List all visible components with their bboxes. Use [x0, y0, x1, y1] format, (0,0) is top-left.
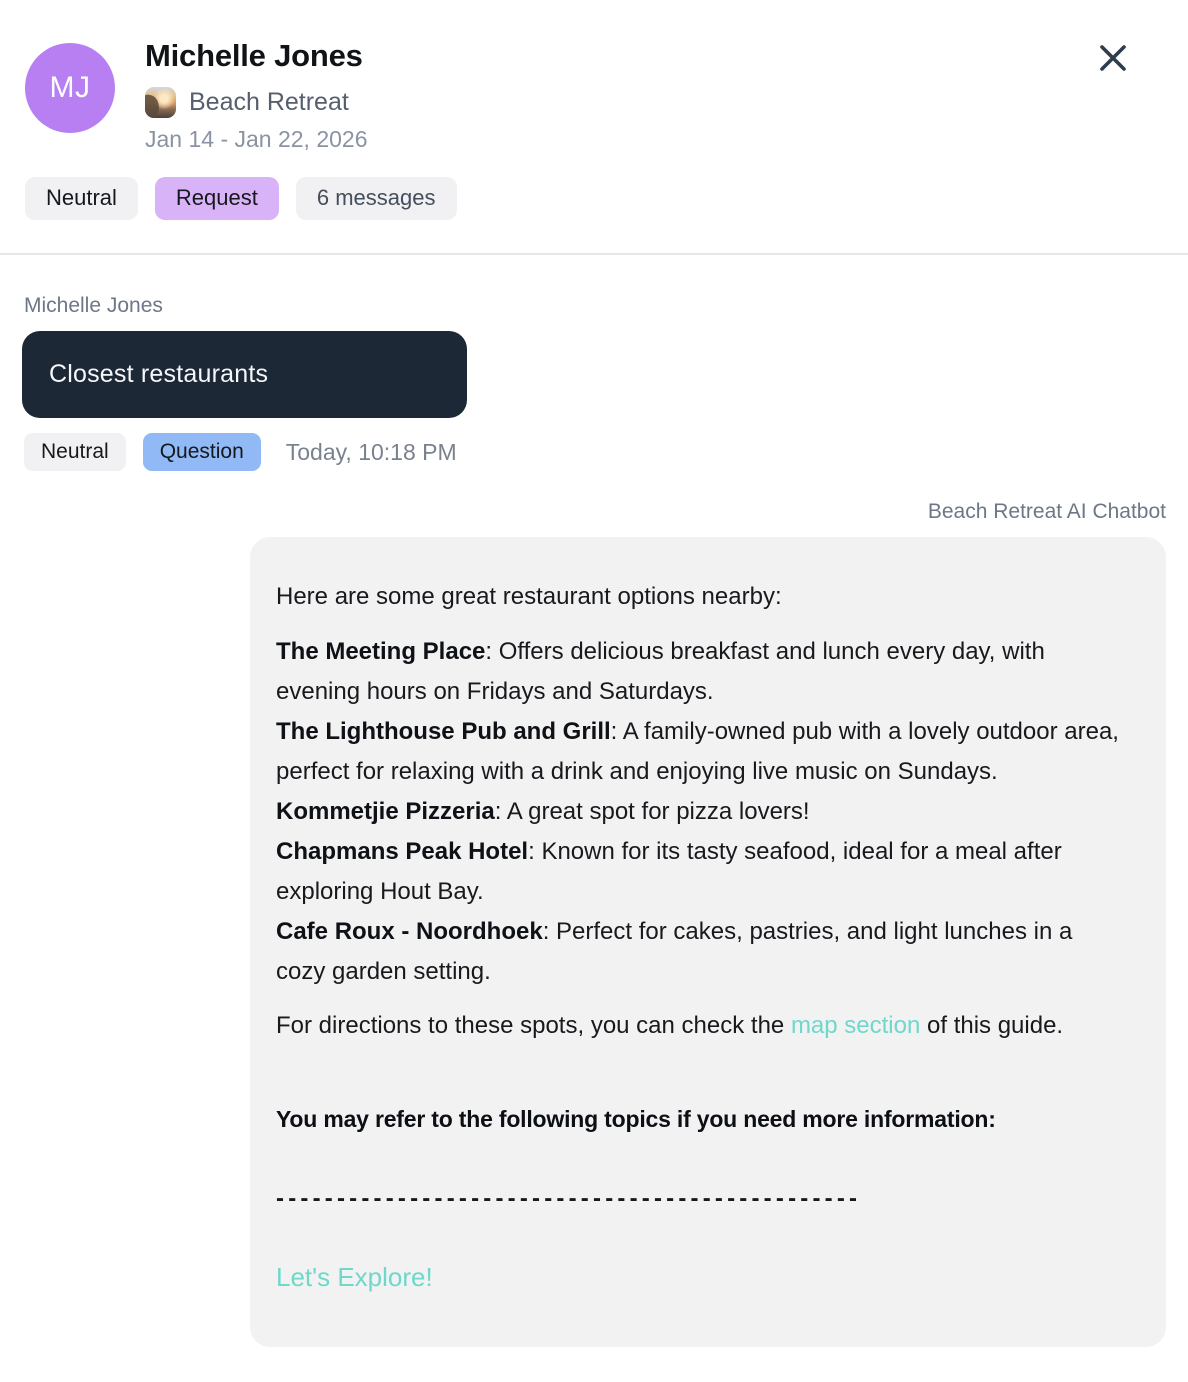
avatar: [25, 43, 115, 133]
restaurant-name: The Lighthouse Pub and Grill: [276, 718, 611, 745]
restaurant-name: Cafe Roux - Noordhoek: [276, 918, 543, 945]
topics-heading: You may refer to the following topics if you need more information:: [276, 1106, 996, 1132]
restaurant-item: [276, 792, 1126, 832]
conversation-thread: [0, 294, 1188, 1347]
restaurant-separator: :: [485, 638, 499, 665]
restaurant-item: [276, 712, 1126, 792]
restaurant-description: A family-owned pub with a lovely outdoor area, perfect for relaxing with a drink and enjoying live music on Sundays.: [276, 718, 1119, 785]
explore-link[interactable]: Let's Explore!: [276, 1262, 433, 1292]
property-thumbnail: [145, 87, 176, 118]
restaurant-list: [276, 632, 1126, 992]
conversation-tags: [25, 177, 1164, 220]
guest-name: Michelle Jones: [145, 38, 363, 73]
guest-message-text: Closest restaurants: [49, 360, 269, 388]
request-tag: Request: [155, 177, 279, 220]
restaurant-description: A great spot for pizza lovers!: [506, 798, 810, 825]
message-question-tag: Question: [143, 433, 261, 471]
header-divider: [0, 253, 1188, 255]
restaurant-separator: :: [528, 838, 542, 865]
restaurant-description: Perfect for cakes, pastries, and light lunches in a cozy garden setting.: [276, 918, 1073, 985]
restaurant-name: Kommetjie Pizzeria: [276, 798, 495, 825]
directions-prefix: For directions to these spots, you can check the: [276, 1012, 791, 1039]
directions-paragraph: [276, 1006, 1126, 1046]
topics-divider: ------------------------------------------------: [276, 1185, 862, 1212]
restaurant-description: Offers delicious breakfast and lunch every day, with evening hours on Fridays and Saturdays.: [276, 638, 1045, 705]
message-sentiment-tag: Neutral: [24, 433, 126, 471]
map-section-link[interactable]: map section: [790, 1012, 921, 1039]
sentiment-tag: Neutral: [25, 177, 138, 220]
directions-suffix: of this guide.: [920, 1012, 1064, 1039]
message-timestamp: Today, 10:18 PM: [285, 438, 457, 465]
restaurant-separator: :: [610, 718, 623, 745]
restaurant-name: Chapmans Peak Hotel: [276, 838, 529, 865]
guest-message-bubble: [22, 331, 467, 418]
ai-message-bubble: [250, 537, 1166, 1347]
close-button[interactable]: [1095, 40, 1131, 76]
close-icon: [1098, 43, 1128, 73]
guest-sender-label: Michelle Jones: [24, 294, 163, 317]
conversation-header: [0, 0, 1188, 220]
restaurant-item: [276, 832, 1126, 912]
guest-message-meta: [24, 433, 1166, 471]
restaurant-item: [276, 912, 1126, 992]
ai-intro-text: Here are some great restaurant options nearby:: [276, 583, 782, 610]
restaurant-separator: :: [494, 798, 507, 825]
restaurant-name: The Meeting Place: [276, 638, 486, 665]
message-count-tag: 6 messages: [296, 177, 457, 220]
stay-dates: Jan 14 - Jan 22, 2026: [145, 126, 368, 152]
ai-sender-label: Beach Retreat AI Chatbot: [927, 500, 1166, 523]
property-name: Beach Retreat: [189, 88, 349, 116]
restaurant-description: Known for its tasty seafood, ideal for a meal after exploring Hout Bay.: [276, 838, 1062, 905]
avatar-initials: MJ: [49, 71, 91, 104]
restaurant-separator: :: [542, 918, 557, 945]
restaurant-item: [276, 632, 1126, 712]
